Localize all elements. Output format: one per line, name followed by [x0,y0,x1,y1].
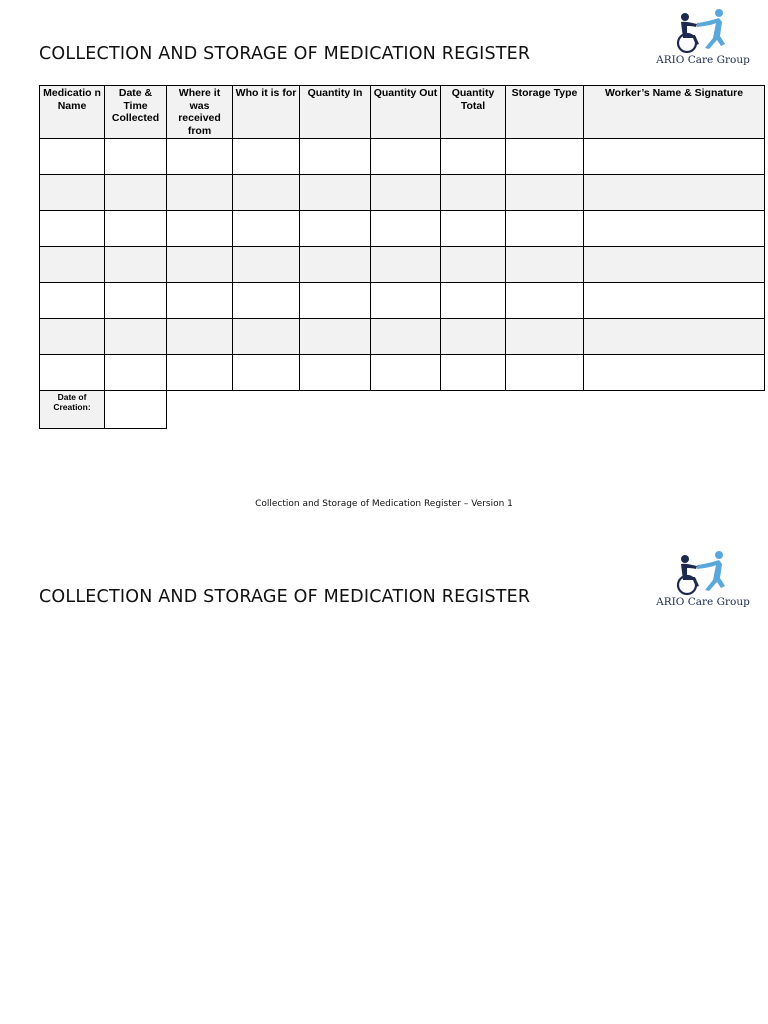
logo-text: ARIO Care Group [656,54,750,66]
column-header-medication-name: Medicatio n Name [40,86,105,139]
table-cell[interactable] [167,247,233,283]
table-row [40,283,765,319]
table-row [40,211,765,247]
date-of-creation-field[interactable] [105,391,167,429]
table-cell[interactable] [105,211,167,247]
table-cell[interactable] [584,211,765,247]
table-cell[interactable] [300,175,371,211]
table-cell[interactable] [105,319,167,355]
table-cell[interactable] [371,175,441,211]
table-cell[interactable] [167,355,233,391]
table-row [40,319,765,355]
table-cell[interactable] [105,175,167,211]
table-cell[interactable] [40,247,105,283]
medication-register-table [39,85,765,391]
table-cell[interactable] [371,319,441,355]
table-cell[interactable] [441,139,506,175]
table-row [40,175,765,211]
table-cell[interactable] [233,211,300,247]
column-header-date-time-collected: Date & Time Collected [105,86,167,139]
table-cell[interactable] [233,139,300,175]
table-row [40,139,765,175]
table-cell[interactable] [506,283,584,319]
column-header-quantity-out: Quantity Out [371,86,441,139]
table-cell[interactable] [441,283,506,319]
table-cell[interactable] [371,139,441,175]
table-cell[interactable] [584,139,765,175]
table-cell[interactable] [506,139,584,175]
column-header-worker-signature: Worker’s Name & Signature [584,86,765,139]
people-helping-wheelchair-icon [675,8,729,54]
table-cell[interactable] [300,211,371,247]
table-cell[interactable] [40,355,105,391]
table-cell[interactable] [167,319,233,355]
table-cell[interactable] [371,247,441,283]
table-cell[interactable] [40,211,105,247]
table-cell[interactable] [441,247,506,283]
date-of-creation-table [39,390,167,429]
table-cell[interactable] [105,283,167,319]
table-cell[interactable] [167,211,233,247]
table-cell[interactable] [441,211,506,247]
column-header-quantity-in: Quantity In [300,86,371,139]
table-cell[interactable] [300,247,371,283]
page-footer: Collection and Storage of Medication Register – Version 1 [255,499,513,509]
table-cell[interactable] [300,283,371,319]
table-cell[interactable] [167,283,233,319]
table-cell[interactable] [584,355,765,391]
table-cell[interactable] [506,211,584,247]
table-cell[interactable] [506,175,584,211]
table-cell[interactable] [167,139,233,175]
column-header-storage-type: Storage Type [506,86,584,139]
table-cell[interactable] [105,247,167,283]
table-cell[interactable] [167,175,233,211]
company-logo [647,550,757,608]
column-header-received-from: Where it was received from [167,86,233,139]
table-cell[interactable] [40,139,105,175]
table-cell[interactable] [584,319,765,355]
table-cell[interactable] [584,283,765,319]
table-cell[interactable] [233,175,300,211]
logo-text: ARIO Care Group [656,596,750,608]
table-cell[interactable] [441,175,506,211]
table-cell[interactable] [371,211,441,247]
table-cell[interactable] [584,247,765,283]
table-header-row [40,86,765,139]
date-of-creation-label: Date of Creation: [40,391,105,429]
table-row [40,355,765,391]
table-row [40,247,765,283]
table-cell[interactable] [105,139,167,175]
table-cell[interactable] [40,175,105,211]
table-cell[interactable] [371,355,441,391]
column-header-quantity-total: Quantity Total [441,86,506,139]
column-header-who-it-is-for: Who it is for [233,86,300,139]
table-cell[interactable] [40,283,105,319]
table-cell[interactable] [506,247,584,283]
page-title: COLLECTION AND STORAGE OF MEDICATION REGISTER [39,44,531,64]
table-cell[interactable] [233,283,300,319]
table-cell[interactable] [506,319,584,355]
people-helping-wheelchair-icon [675,550,729,596]
table-cell[interactable] [300,319,371,355]
table-cell[interactable] [233,355,300,391]
page-title: COLLECTION AND STORAGE OF MEDICATION REGISTER [39,587,531,607]
table-cell[interactable] [371,283,441,319]
table-cell[interactable] [233,319,300,355]
table-cell[interactable] [441,319,506,355]
table-cell[interactable] [233,247,300,283]
table-cell[interactable] [506,355,584,391]
company-logo [647,8,757,66]
table-cell[interactable] [40,319,105,355]
table-cell[interactable] [300,355,371,391]
table-cell[interactable] [584,175,765,211]
table-cell[interactable] [441,355,506,391]
table-cell[interactable] [105,355,167,391]
table-cell[interactable] [300,139,371,175]
